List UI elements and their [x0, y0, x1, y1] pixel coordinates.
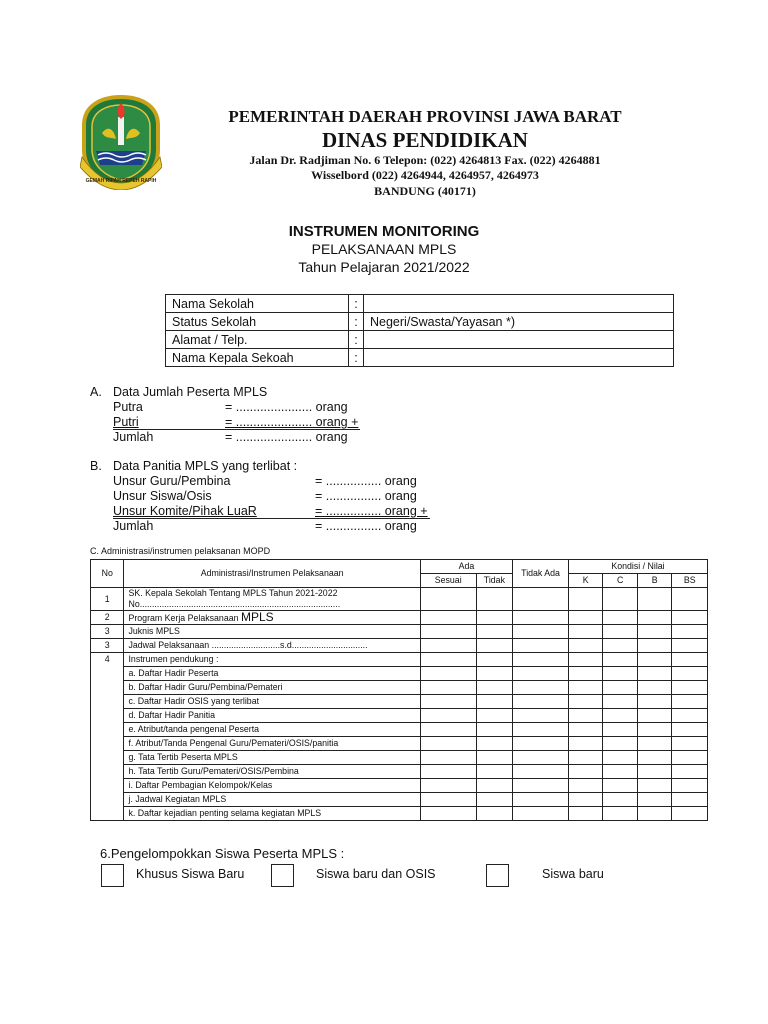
row-item-text: SK. Kepala Sekolah Tentang MPLS Tahun 2021-2022 [128, 588, 338, 598]
check-cell[interactable] [513, 751, 569, 765]
check-cell[interactable] [637, 695, 672, 709]
document-subtitle: PELAKSANAAN MPLS [311, 241, 457, 257]
check-cell[interactable] [476, 667, 513, 681]
row-item [124, 653, 420, 667]
row-item [124, 737, 420, 751]
check-cell[interactable] [603, 737, 638, 751]
table-row [91, 737, 708, 751]
header-address-line3: BANDUNG (40171) [374, 184, 476, 198]
table-row [91, 639, 708, 653]
row-number [91, 751, 124, 765]
check-cell[interactable] [513, 625, 569, 639]
check-cell[interactable] [672, 807, 708, 821]
check-cell[interactable] [637, 737, 672, 751]
check-cell[interactable] [420, 653, 476, 667]
identity-row [166, 313, 674, 331]
check-cell[interactable] [513, 639, 569, 653]
header-address-line2: Wisselbord (022) 4264944, 4264957, 4264973 [311, 168, 539, 182]
check-cell[interactable] [476, 779, 513, 793]
check-cell[interactable] [420, 751, 476, 765]
check-cell[interactable] [672, 625, 708, 639]
check-cell[interactable] [476, 681, 513, 695]
row-number [91, 709, 124, 723]
check-cell[interactable] [603, 667, 638, 681]
check-cell[interactable] [476, 793, 513, 807]
check-cell[interactable] [513, 709, 569, 723]
identity-value-field[interactable]: Negeri/Swasta/Yayasan *) [364, 313, 674, 331]
check-cell[interactable] [637, 779, 672, 793]
check-cell[interactable] [603, 779, 638, 793]
row-item-text: k. Daftar kejadian penting selama kegiatan MPLS [128, 808, 322, 818]
check-cell[interactable] [420, 779, 476, 793]
check-cell[interactable] [568, 779, 603, 793]
check-cell[interactable] [420, 611, 476, 625]
row-number: 3 [91, 625, 124, 639]
check-cell[interactable] [637, 765, 672, 779]
row-item [124, 695, 420, 709]
header-bs: BS [672, 574, 708, 588]
row-item-text: e. Atribut/tanda pengenal Peserta [128, 724, 260, 734]
check-cell[interactable] [603, 611, 638, 625]
row-number: 2 [91, 611, 124, 625]
check-cell[interactable] [603, 695, 638, 709]
school-identity-table [165, 294, 674, 367]
table-row [91, 625, 708, 639]
identity-colon: : [349, 295, 364, 313]
identity-colon: : [349, 349, 364, 367]
identity-value-field[interactable] [364, 349, 674, 367]
check-cell[interactable] [637, 751, 672, 765]
header-k: K [568, 574, 603, 588]
section-b-title: Data Panitia MPLS yang terlibat : [113, 459, 298, 473]
check-cell[interactable] [603, 653, 638, 667]
row-item [124, 588, 420, 611]
check-cell[interactable] [637, 611, 672, 625]
row-item-text: d. Daftar Hadir Panitia [128, 710, 216, 720]
row-number: 1 [91, 588, 124, 611]
check-cell[interactable] [637, 681, 672, 695]
option-checkbox-new-students[interactable] [101, 864, 124, 887]
check-cell[interactable] [476, 625, 513, 639]
check-cell[interactable] [568, 667, 603, 681]
header-tidak-ada: Tidak Ada [513, 560, 569, 588]
section-b-value[interactable]: = ................ orang [315, 489, 417, 503]
check-cell[interactable] [513, 765, 569, 779]
table-row [91, 765, 708, 779]
row-item [124, 723, 420, 737]
check-cell[interactable] [672, 611, 708, 625]
check-cell[interactable] [603, 639, 638, 653]
check-cell[interactable] [672, 588, 708, 611]
check-cell[interactable] [476, 588, 513, 611]
row-item-text: b. Daftar Hadir Guru/Pembina/Pemateri [128, 682, 283, 692]
check-cell[interactable] [672, 639, 708, 653]
identity-value-field[interactable] [364, 331, 674, 349]
check-cell[interactable] [476, 653, 513, 667]
row-number: 3 [91, 639, 124, 653]
west-java-emblem-logo [80, 95, 162, 190]
row-item-text: Instrumen pendukung : [128, 654, 219, 664]
section-a-value[interactable]: = ...................... orang + [225, 415, 359, 429]
identity-label: Status Sekolah [166, 313, 349, 331]
header-tidak: Tidak [476, 574, 513, 588]
section-b-label: Jumlah [113, 519, 154, 533]
row-item-text: Jadwal Pelaksanaan ............................s.d............................... [128, 640, 368, 650]
check-cell[interactable] [603, 807, 638, 821]
table-row [91, 681, 708, 695]
check-cell[interactable] [568, 751, 603, 765]
header-sesuai: Sesuai [420, 574, 476, 588]
identity-label: Nama Kepala Sekoah [166, 349, 349, 367]
header-kondisi: Kondisi / Nilai [568, 560, 707, 574]
identity-row [166, 295, 674, 313]
table-row [91, 793, 708, 807]
row-item-emphasis: MPLS [240, 609, 274, 624]
check-cell[interactable] [603, 765, 638, 779]
section-b-value[interactable]: = ................ orang + [315, 504, 428, 518]
check-cell[interactable] [637, 653, 672, 667]
check-cell[interactable] [513, 681, 569, 695]
check-cell[interactable] [568, 588, 603, 611]
row-number [91, 723, 124, 737]
identity-colon: : [349, 331, 364, 349]
check-cell[interactable] [420, 709, 476, 723]
row-item-text: j. Jadwal Kegiatan MPLS [128, 794, 227, 804]
check-cell[interactable] [603, 723, 638, 737]
check-cell[interactable] [603, 625, 638, 639]
check-cell[interactable] [568, 807, 603, 821]
row-item-text: Juknis MPLS [128, 626, 180, 636]
table-row [91, 709, 708, 723]
table-row [91, 695, 708, 709]
check-cell[interactable] [672, 653, 708, 667]
check-cell[interactable] [672, 737, 708, 751]
option-label: Siswa baru [542, 867, 604, 881]
check-cell[interactable] [603, 588, 638, 611]
section-c-caption: C. Administrasi/instrumen pelaksanan MOPD [90, 546, 271, 556]
header-address-line1: Jalan Dr. Radjiman No. 6 Telepon: (022) 4264813 Fax. (022) 4264881 [249, 153, 601, 167]
row-item [124, 709, 420, 723]
check-cell[interactable] [420, 807, 476, 821]
check-cell[interactable] [568, 793, 603, 807]
row-item [124, 625, 420, 639]
table-row [91, 667, 708, 681]
section-b-label: Unsur Siswa/Osis [113, 489, 212, 503]
check-cell[interactable] [672, 779, 708, 793]
identity-label: Alamat / Telp. [166, 331, 349, 349]
row-number [91, 807, 124, 821]
section-b-label: Unsur Komite/Pihak LuaR [113, 504, 257, 518]
check-cell[interactable] [672, 765, 708, 779]
row-item-text: a. Daftar Hadir Peserta [128, 668, 219, 678]
check-cell[interactable] [568, 709, 603, 723]
option-label: Khusus Siswa Baru [136, 867, 245, 881]
row-item-text: c. Daftar Hadir OSIS yang terlibat [128, 696, 260, 706]
check-cell[interactable] [637, 588, 672, 611]
section-6-title: 6.Pengelompokkan Siswa Peserta MPLS : [100, 846, 345, 861]
row-number [91, 681, 124, 695]
check-cell[interactable] [672, 709, 708, 723]
check-cell[interactable] [672, 695, 708, 709]
row-number [91, 765, 124, 779]
check-cell[interactable] [476, 737, 513, 751]
row-item [124, 667, 420, 681]
check-cell[interactable] [603, 681, 638, 695]
section-a-label: Jumlah [113, 430, 154, 444]
check-cell[interactable] [637, 709, 672, 723]
identity-row [166, 349, 674, 367]
table-row [91, 807, 708, 821]
check-cell[interactable] [513, 667, 569, 681]
section-a-title: Data Jumlah Peserta MPLS [113, 385, 268, 399]
header-government: PEMERINTAH DAERAH PROVINSI JAWA BARAT [228, 107, 622, 126]
check-cell[interactable] [476, 639, 513, 653]
row-item-number-line: No.................................................................................. [128, 599, 341, 609]
administration-checklist-table [90, 559, 708, 821]
check-cell[interactable] [476, 709, 513, 723]
check-cell[interactable] [568, 681, 603, 695]
section-a-label: Putra [113, 400, 143, 414]
row-item [124, 807, 420, 821]
check-cell[interactable] [420, 667, 476, 681]
section-a-letter: A. [90, 385, 102, 399]
check-cell[interactable] [513, 695, 569, 709]
check-cell[interactable] [420, 639, 476, 653]
check-cell[interactable] [513, 611, 569, 625]
check-cell[interactable] [420, 723, 476, 737]
check-cell[interactable] [513, 653, 569, 667]
check-cell[interactable] [476, 723, 513, 737]
check-cell[interactable] [476, 611, 513, 625]
row-number [91, 667, 124, 681]
row-item-text: h. Tata Tertib Guru/Pemateri/OSIS/Pembina [128, 766, 299, 776]
check-cell[interactable] [672, 723, 708, 737]
row-item-text: i. Daftar Pembagian Kelompok/Kelas [128, 780, 273, 790]
check-cell[interactable] [476, 695, 513, 709]
check-cell[interactable] [568, 653, 603, 667]
row-item [124, 779, 420, 793]
option-label: Siswa baru dan OSIS [316, 867, 436, 881]
check-cell[interactable] [637, 667, 672, 681]
document-year: Tahun Pelajaran 2021/2022 [298, 259, 470, 275]
row-item-text: Program Kerja Pelaksanaan [128, 612, 241, 623]
check-cell[interactable] [420, 625, 476, 639]
section-b-letter: B. [90, 459, 102, 473]
header-b: B [637, 574, 672, 588]
header-no: No [91, 560, 124, 588]
check-cell[interactable] [637, 807, 672, 821]
row-item [124, 611, 420, 625]
check-cell[interactable] [672, 793, 708, 807]
header-admin: Administrasi/Instrumen Pelaksanaan [124, 560, 420, 588]
section-a-value[interactable]: = ...................... orang [225, 400, 348, 414]
option-checkbox-students[interactable] [486, 864, 509, 887]
check-cell[interactable] [513, 588, 569, 611]
check-cell[interactable] [476, 807, 513, 821]
check-cell[interactable] [637, 639, 672, 653]
section-a-label: Putri [113, 415, 139, 429]
section-b-value[interactable]: = ................ orang [315, 474, 417, 488]
check-cell[interactable] [420, 765, 476, 779]
check-cell[interactable] [568, 695, 603, 709]
check-cell[interactable] [476, 765, 513, 779]
check-cell[interactable] [672, 681, 708, 695]
row-item [124, 639, 420, 653]
row-number [91, 793, 124, 807]
table-row [91, 723, 708, 737]
check-cell[interactable] [568, 723, 603, 737]
check-cell[interactable] [513, 793, 569, 807]
identity-row [166, 331, 674, 349]
identity-colon: : [349, 313, 364, 331]
identity-label: Nama Sekolah [166, 295, 349, 313]
table-row [91, 653, 708, 667]
check-cell[interactable] [568, 639, 603, 653]
check-cell[interactable] [420, 793, 476, 807]
check-cell[interactable] [672, 667, 708, 681]
option-checkbox-new-students-osis[interactable] [271, 864, 294, 887]
check-cell[interactable] [568, 625, 603, 639]
row-number [91, 737, 124, 751]
check-cell[interactable] [637, 723, 672, 737]
check-cell[interactable] [513, 723, 569, 737]
logo-motto: GEMAH RIPAH REPEH RAPIH [85, 178, 157, 184]
check-cell[interactable] [476, 751, 513, 765]
row-number [91, 695, 124, 709]
section-b-label: Unsur Guru/Pembina [113, 474, 231, 488]
check-cell[interactable] [672, 751, 708, 765]
header-department: DINAS PENDIDIKAN [322, 128, 528, 152]
header-c: C [603, 574, 638, 588]
check-cell[interactable] [513, 737, 569, 751]
check-cell[interactable] [568, 737, 603, 751]
check-cell[interactable] [637, 625, 672, 639]
check-cell[interactable] [568, 611, 603, 625]
identity-value-field[interactable] [364, 295, 674, 313]
table-row [91, 779, 708, 793]
check-cell[interactable] [420, 737, 476, 751]
table-row [91, 588, 708, 611]
row-item [124, 681, 420, 695]
row-item [124, 765, 420, 779]
table-row [91, 611, 708, 625]
header-ada: Ada [420, 560, 512, 574]
check-cell[interactable] [513, 807, 569, 821]
row-item-text: g. Tata Tertib Peserta MPLS [128, 752, 238, 762]
check-cell[interactable] [603, 793, 638, 807]
row-item-text: f. Atribut/Tanda Pengenal Guru/Pemateri/OSIS/panitia [128, 738, 339, 748]
check-cell[interactable] [420, 588, 476, 611]
check-cell[interactable] [513, 779, 569, 793]
section-a-value[interactable]: = ...................... orang [225, 430, 348, 444]
document-title: INSTRUMEN MONITORING [288, 223, 480, 240]
row-item [124, 793, 420, 807]
check-cell[interactable] [420, 695, 476, 709]
check-cell[interactable] [420, 681, 476, 695]
check-cell[interactable] [568, 765, 603, 779]
table-row [91, 751, 708, 765]
row-number: 4 [91, 653, 124, 667]
check-cell[interactable] [637, 793, 672, 807]
check-cell[interactable] [603, 751, 638, 765]
row-item [124, 751, 420, 765]
check-cell[interactable] [603, 709, 638, 723]
section-b-value[interactable]: = ................ orang [315, 519, 417, 533]
row-number [91, 779, 124, 793]
